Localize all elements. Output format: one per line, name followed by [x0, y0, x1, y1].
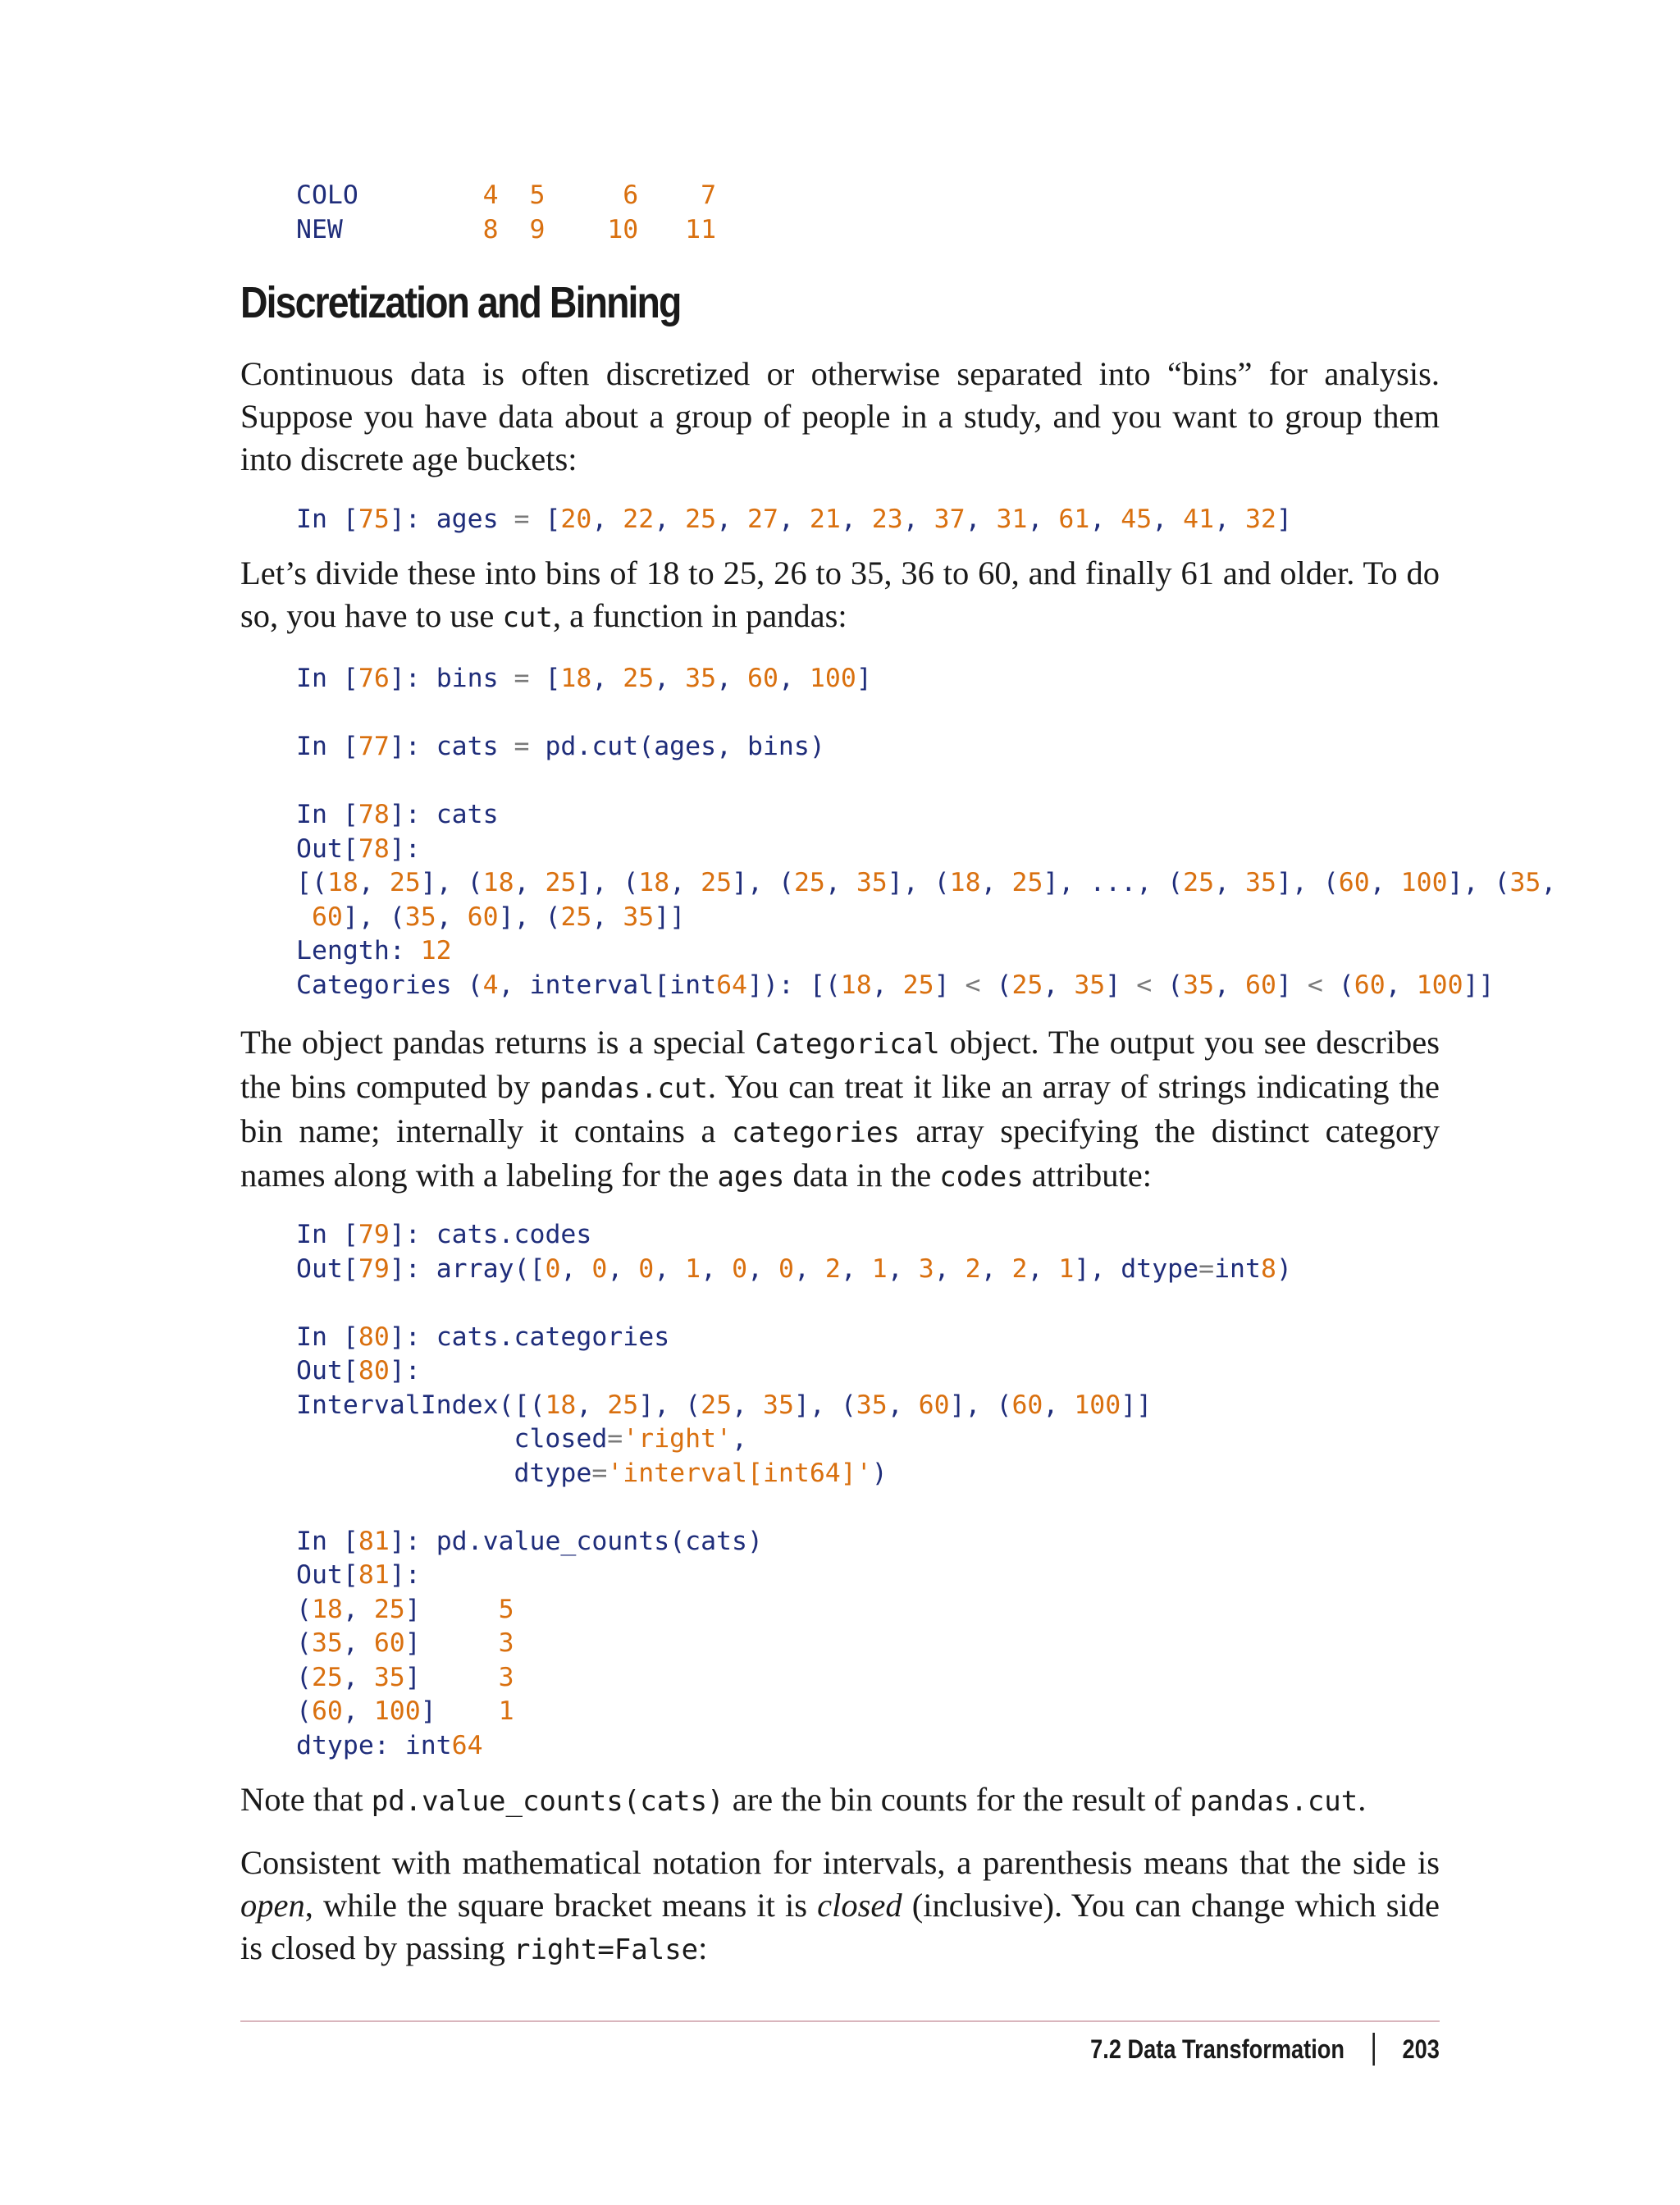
code-bins-cats: In [76]: bins = [18, 25, 35, 60, 100] In [77]: cats = pd.cut(ages, bins) In [78]: cats Out[78]: [(18, 25], (18, 25], (18, 25], (25, 35], (18, 25], ..., (25, 35], (60, 100], (35, 60], (35, 60], (25, 35]] Length: 12 Categories (4, interval[int64]): [(18, 25] < (25, 35] < (35, 60] < (60, 100]]: [296, 664, 1557, 1000]
para3-t1: The object pandas returns is a special: [240, 1024, 756, 1061]
para4-code-pandas-cut: pandas.cut: [1189, 1785, 1358, 1818]
para3-code-ages: ages: [717, 1161, 785, 1194]
code-block-3: [240, 1218, 1440, 1763]
code-ages-line: In [75]: ages = [20, 22, 25, 27, 21, 23, 37, 31, 61, 45, 41, 32]: [296, 504, 1292, 534]
para4-code-value-counts: pd.value_counts(cats): [371, 1785, 724, 1818]
para2-text-a: Let’s divide these into bins of 18 to 25, 26 to 35, 36 to 60, and finally 61 and older. To do so, you have to use: [240, 555, 1440, 634]
para3-t6: attribute:: [1023, 1157, 1152, 1194]
para3-t3: . You can treat it like an array of strings indicating the bin name; internally it contains a: [240, 1068, 1440, 1149]
page-footer: [1090, 2033, 1440, 2066]
paragraph-5-text: [240, 1842, 1440, 1971]
para3-code-categories: categories: [732, 1116, 900, 1149]
paragraph-1-text: Continuous data is often discretized or otherwise separated into “bins” for analysis. Suppose you have data about a group of people in a study, and you want to group them into discrete age buckets:: [240, 355, 1440, 477]
para5-code-right-false: right=False: [513, 1933, 699, 1966]
footer-page-number: 203: [1402, 2034, 1440, 2064]
para3-t2: object. The output you see describes the bins computed by: [240, 1024, 1440, 1105]
section-heading-wrap: [240, 277, 1440, 328]
footer-rule: [240, 2020, 1440, 2022]
para5-t4: :: [698, 1929, 708, 1966]
para3-code-codes: codes: [939, 1161, 1024, 1194]
top-table: [240, 179, 1440, 247]
para3-code-pandas-cut: pandas.cut: [540, 1072, 708, 1105]
paragraph-3-text: [240, 1021, 1440, 1198]
para4-t3: .: [1358, 1781, 1367, 1818]
paragraph-3: [240, 1021, 1440, 1198]
paragraph-2-text: [240, 552, 1440, 639]
para5-em-closed: closed: [817, 1887, 902, 1924]
para5-t1: Consistent with mathematical notation for intervals, a parenthesis means that the side is: [240, 1844, 1440, 1881]
paragraph-4: [240, 1778, 1440, 1823]
paragraph-1: [240, 353, 1440, 481]
section-heading: Discretization and Binning: [240, 278, 681, 327]
code-block-2: [240, 662, 1557, 1002]
footer-section-title: 7.2 Data Transformation: [1090, 2034, 1345, 2064]
para5-t2: , while the square bracket means it is: [304, 1887, 818, 1924]
para3-code-categorical: Categorical: [755, 1028, 940, 1061]
paragraph-2: [240, 552, 1440, 639]
para4-t2: are the bin counts for the result of: [724, 1781, 1190, 1818]
code-block-1: [240, 503, 1440, 537]
para2-text-b: , a function in pandas:: [552, 597, 847, 634]
top-table-pre: COLO 4 5 6 7 NEW 8 9 10 11: [296, 180, 717, 244]
para5-em-open: open: [240, 1887, 305, 1924]
footer-divider: [1372, 2033, 1375, 2066]
code-codes-categories-counts: In [79]: cats.codes Out[79]: array([0, 0, 0, 1, 0, 0, 2, 1, 3, 2, 2, 1], dtype=int8) In [80]: cats.categories Out[80]: IntervalIndex([(18, 25], (25, 35], (35, 60], (60, 100]] closed='right', dtype='interval[int64]') In [81]: pd.value_counts(cats) Out[81]: (18, 25] 5 (35, 60] 3 (25, 35] 3 (60, 100] 1 dtype: int64: [296, 1220, 1292, 1760]
para3-t4: array specifying the distinct category names along with a labeling for the: [240, 1112, 1440, 1194]
para3-t5: data in the: [784, 1157, 940, 1194]
paragraph-4-text: [240, 1778, 1440, 1823]
para4-t1: Note that: [240, 1781, 372, 1818]
para2-code-cut: cut: [502, 601, 553, 634]
paragraph-5: [240, 1842, 1440, 1971]
para5-t3: (inclusive). You can change which side is closed by passing: [240, 1887, 1440, 1966]
